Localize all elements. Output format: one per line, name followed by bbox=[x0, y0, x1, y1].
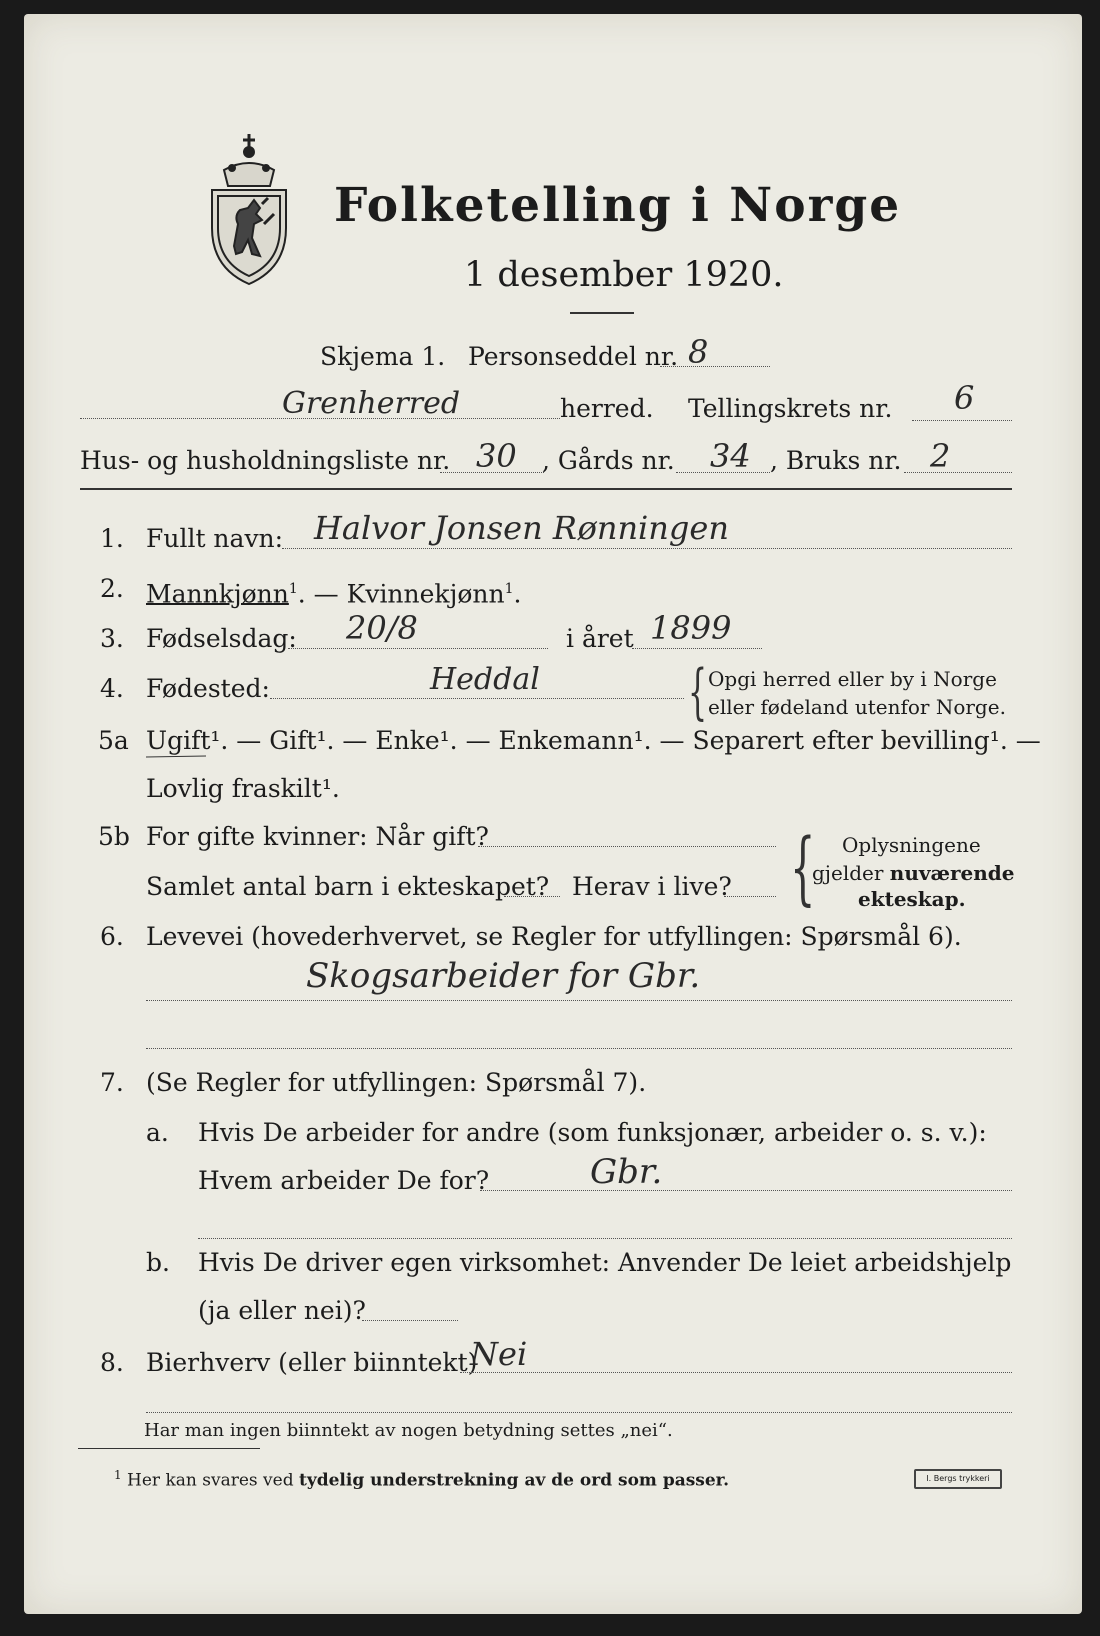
printer-stamp bbox=[914, 1469, 1002, 1489]
husliste-label: Hus- og husholdningsliste nr. bbox=[80, 446, 451, 475]
norwegian-coat-of-arms-icon bbox=[204, 128, 294, 286]
footnote-marker: 1 bbox=[114, 1468, 122, 1482]
q5b-children-dotted-line bbox=[504, 896, 560, 897]
q4-number: 4. bbox=[100, 674, 124, 703]
q6-dotted-line1 bbox=[146, 1000, 1012, 1001]
footnote-divider bbox=[78, 1448, 260, 1449]
q7b-dotted-line bbox=[362, 1320, 458, 1321]
q5a-options-line2: Lovlig fraskilt¹. bbox=[146, 774, 340, 803]
q3-year-label: i året bbox=[566, 624, 634, 653]
q7a-dotted-line1 bbox=[480, 1190, 1012, 1191]
q5a-ugift-underline bbox=[146, 755, 206, 757]
q3-number: 3. bbox=[100, 624, 124, 653]
q4-note-line2: eller fødeland utenfor Norge. bbox=[708, 695, 1006, 719]
q3-dotted-line bbox=[288, 648, 548, 649]
q3-label: Fødselsdag: bbox=[146, 624, 297, 653]
q7a-line1: Hvis De arbeider for andre (som funksjonær, arbeider o. s. v.): bbox=[198, 1118, 987, 1147]
q7b-letter: b. bbox=[146, 1248, 170, 1277]
tellingskrets-label: Tellingskrets nr. bbox=[688, 394, 893, 423]
q1-label: Fullt navn: bbox=[146, 524, 284, 553]
personseddel-dotted-line bbox=[660, 366, 770, 367]
q2-sup1: 1 bbox=[288, 581, 298, 597]
q2-sup2: 1 bbox=[504, 581, 514, 597]
q1-value: Halvor Jonsen Rønningen bbox=[314, 509, 729, 547]
husliste-dotted-line bbox=[440, 472, 544, 473]
q5b-note-line3: ekteskap. bbox=[858, 887, 966, 911]
q3-year-dotted-line bbox=[632, 648, 762, 649]
herred-value: Grenherred bbox=[282, 386, 461, 421]
form-subtitle: 1 desember 1920. bbox=[464, 255, 784, 295]
bruks-label: , Bruks nr. bbox=[770, 446, 902, 475]
gards-value: 34 bbox=[710, 437, 751, 475]
q5b-alive-label: Herav i live? bbox=[572, 872, 732, 901]
personseddel-label: Personseddel nr. bbox=[468, 342, 679, 371]
q4-value: Heddal bbox=[430, 662, 540, 697]
bruks-dotted-line bbox=[904, 472, 1012, 473]
footnote bbox=[114, 1464, 729, 1492]
q5a-options-line1: Ugift¹. — Gift¹. — Enke¹. — Enkemann¹. — Separert efter bevilling¹. — bbox=[146, 726, 1041, 755]
q2-separator: . — bbox=[297, 579, 339, 609]
q4-note-brace: { bbox=[688, 657, 708, 727]
herred-label: herred. bbox=[560, 394, 654, 423]
printer-stamp-text: I. Bergs trykkeri bbox=[926, 1474, 990, 1483]
q2-female-option: Kvinnekjønn bbox=[346, 579, 505, 609]
q7a-value: Gbr. bbox=[590, 1152, 663, 1192]
gards-dotted-line bbox=[676, 472, 770, 473]
q5b-note-line2b: nuværende bbox=[889, 861, 1015, 885]
q3-value: 20/8 bbox=[346, 609, 418, 647]
q8-label: Bierhverv (eller biinntekt) bbox=[146, 1348, 478, 1377]
q6-value: Skogsarbeider for Gbr. bbox=[306, 956, 701, 996]
q5b-note-line1: Oplysningene bbox=[842, 833, 981, 857]
q5b-note-line2a: gjelder bbox=[812, 861, 890, 885]
q1-dotted-line bbox=[282, 548, 1012, 549]
tellingskrets-value: 6 bbox=[954, 379, 975, 417]
title-divider bbox=[570, 312, 634, 314]
q7-number: 7. bbox=[100, 1068, 124, 1097]
footnote-text-a: Her kan svares ved bbox=[127, 1470, 299, 1491]
q4-note-line1: Opgi herred eller by i Norge bbox=[708, 667, 997, 691]
q2-male-option: Mannkjønn bbox=[146, 579, 289, 609]
q2-options bbox=[146, 574, 521, 609]
q5b-note-line2 bbox=[812, 860, 1015, 886]
husliste-value: 30 bbox=[476, 437, 517, 475]
tellingskrets-dotted-line bbox=[912, 420, 1012, 421]
q7a-letter: a. bbox=[146, 1118, 169, 1147]
header-divider bbox=[80, 488, 1012, 490]
q6-dotted-line2 bbox=[146, 1048, 1012, 1049]
q7a-line2: Hvem arbeider De for? bbox=[198, 1166, 490, 1195]
form-title: Folketelling i Norge bbox=[334, 178, 902, 233]
q4-label: Fødested: bbox=[146, 674, 270, 703]
q6-number: 6. bbox=[100, 922, 124, 951]
skjema-label: Skjema 1. bbox=[320, 342, 446, 371]
census-form bbox=[24, 14, 1082, 1614]
q5b-number: 5b bbox=[98, 822, 130, 851]
q5b-note-brace: { bbox=[790, 821, 816, 914]
q8-value: Nei bbox=[470, 1335, 528, 1373]
footnote-text-b: tydelig understrekning av de ord som passer. bbox=[298, 1470, 729, 1491]
q7-label: (Se Regler for utfyllingen: Spørsmål 7). bbox=[146, 1068, 647, 1097]
q1-number: 1. bbox=[100, 524, 124, 553]
biinntekt-note: Har man ingen biinntekt av nogen betydning settes „nei“. bbox=[144, 1420, 673, 1441]
q5a-number: 5a bbox=[98, 726, 129, 755]
q8-number: 8. bbox=[100, 1348, 124, 1377]
q2-number: 2. bbox=[100, 574, 124, 603]
q7a-dotted-line2 bbox=[198, 1238, 1012, 1239]
q7b-line2: (ja eller nei)? bbox=[198, 1296, 366, 1325]
q7b-line1: Hvis De driver egen virksomhet: Anvender De leiet arbeidshjelp bbox=[198, 1248, 1012, 1277]
gards-label: , Gårds nr. bbox=[542, 446, 675, 475]
personseddel-value: 8 bbox=[688, 333, 709, 371]
q2-end: . bbox=[513, 579, 522, 609]
bruks-value: 2 bbox=[930, 437, 951, 475]
q6-label: Levevei (hovederhvervet, se Regler for utfyllingen: Spørsmål 6). bbox=[146, 922, 962, 951]
q4-dotted-line bbox=[270, 698, 684, 699]
q5b-when-dotted-line bbox=[478, 846, 776, 847]
q5b-alive-dotted-line bbox=[724, 896, 776, 897]
q3-year-value: 1899 bbox=[650, 609, 732, 647]
q5b-line1: For gifte kvinner: Når gift? bbox=[146, 822, 489, 851]
herred-dotted-line bbox=[80, 418, 560, 419]
q8-dotted-line2 bbox=[146, 1412, 1012, 1413]
q8-dotted-line1 bbox=[460, 1372, 1012, 1373]
q5b-children-label: Samlet antal barn i ekteskapet? bbox=[146, 872, 550, 901]
